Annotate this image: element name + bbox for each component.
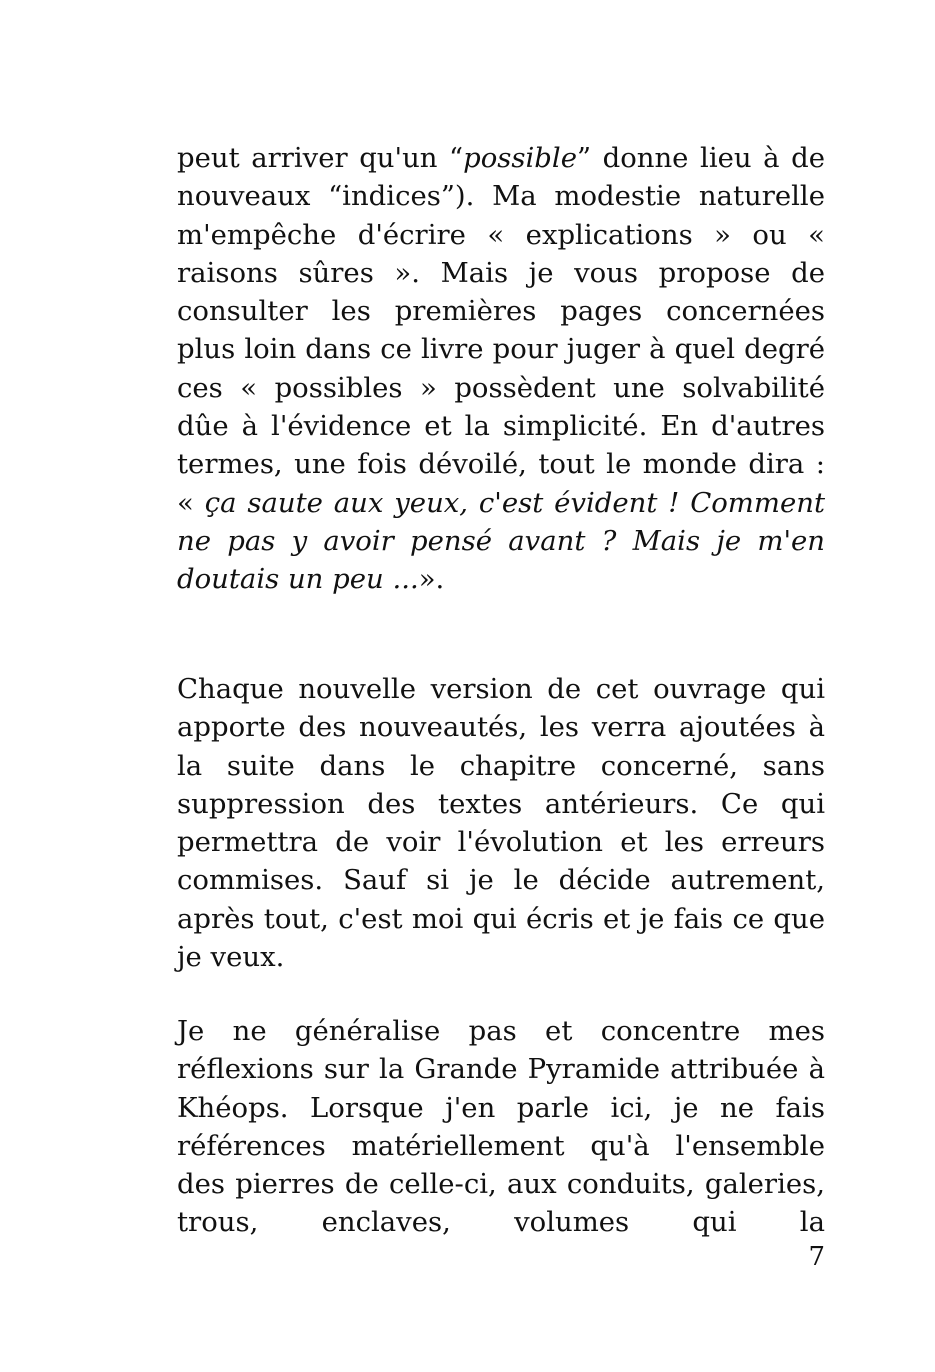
paragraph-1-text-a: peut arriver qu'un “ bbox=[177, 142, 464, 174]
paragraph-3 bbox=[177, 1012, 825, 1242]
paragraph-2 bbox=[177, 670, 825, 976]
paragraph-2-text: Chaque nouvelle version de cet ouvrage qui apporte des nouveautés, les verra ajoutées à la suite dans le chapitre concerné, sans suppression des textes antérieurs. Ce qui permettra de voir l'évolution et les erreurs commises. Sauf si je le décide autrement, après tout, c'est moi qui écris et je fais ce que je veux. bbox=[177, 673, 825, 974]
paragraph-1-italic-quote: ça saute aux yeux, c'est évident ! Comment ne pas y avoir pensé avant ? Mais je m'en doutais un peu ... bbox=[177, 486, 825, 596]
paragraph-1-italic-possible: possible bbox=[463, 142, 577, 174]
paragraph-1-text-b: ” donne lieu à de nouveaux “indices”). Ma modestie naturelle m'empêche d'écrire « explications » ou « raisons sûres ». Mais je vous propose de consulter les premières pages concernées plus loin dans ce livre pour juger à quel degré ces « possibles » possèdent une solvabilité dûe à l'évidence et la simplicité. En d'autres termes, une fois dévoilé, tout le monde dira : « bbox=[177, 142, 825, 519]
paragraph-1 bbox=[177, 139, 825, 599]
paragraph-1-text-c: ». bbox=[418, 563, 445, 596]
page-number: 7 bbox=[808, 1242, 825, 1272]
paragraph-3-text: Je ne généralise pas et concentre mes réflexions sur la Grande Pyramide attribuée à Khéops. Lorsque j'en parle ici, je ne fais références matériellement qu'à l'ensemble des pierres de celle-ci, aux conduits, galeries, trous, enclaves, volumes qui la bbox=[177, 1015, 825, 1239]
